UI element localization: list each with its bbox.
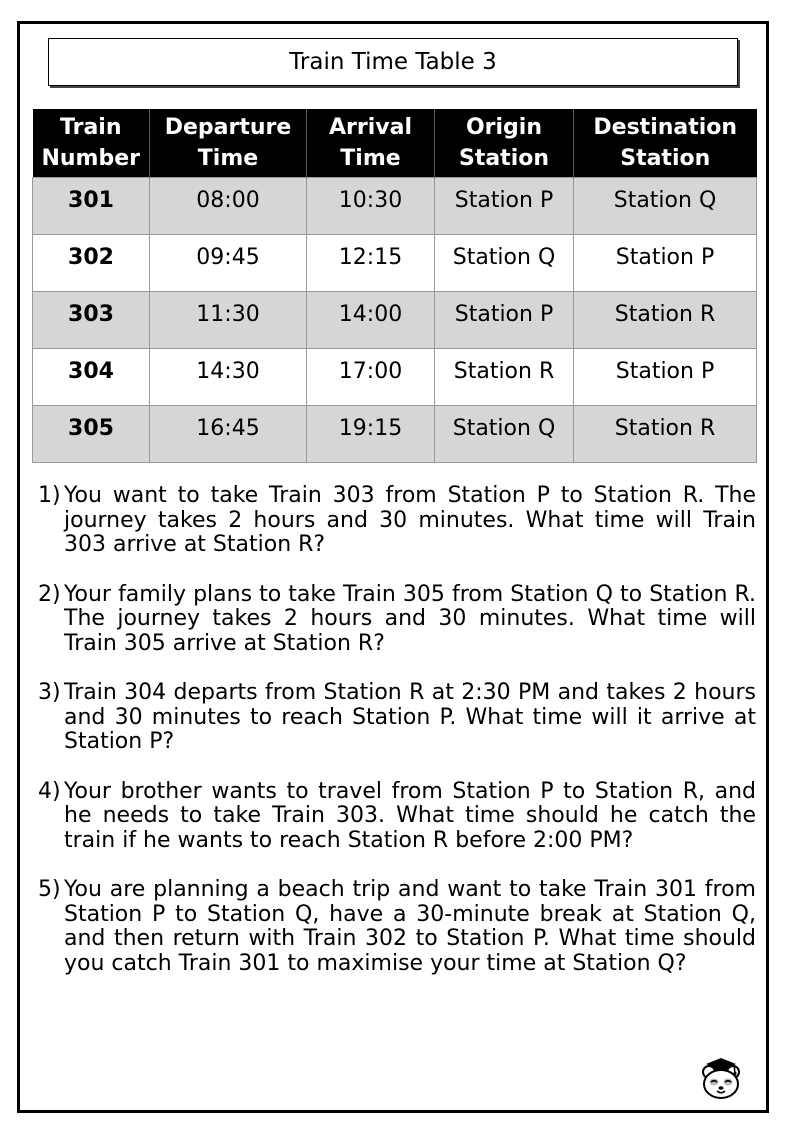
- arrival-time-cell: 17:00: [307, 349, 435, 406]
- table-header-row: [33, 109, 757, 178]
- question-number: 5): [38, 877, 61, 902]
- question-text: You are planning a beach trip and want to take Train 301 from Station P to Station Q, have a 30-minute break at Station Q, and then return with Train 302 to Station P. What time should you catch Train 301 to maximise your time at Station Q?: [64, 877, 756, 976]
- arrival-time-cell: 19:15: [307, 406, 435, 463]
- table-row: [33, 406, 757, 463]
- departure-time-cell: 14:30: [150, 349, 307, 406]
- train-number-cell: 304: [33, 349, 150, 406]
- train-number-cell: 301: [33, 178, 150, 235]
- train-number-cell: 302: [33, 235, 150, 292]
- question-item: [38, 583, 756, 657]
- page-title: Train Time Table 3: [289, 49, 497, 75]
- destination-station-cell: Station P: [574, 235, 757, 292]
- question-list: [38, 484, 756, 1001]
- destination-station-cell: Station R: [574, 406, 757, 463]
- train-number-cell: 305: [33, 406, 150, 463]
- origin-station-cell: Station R: [435, 349, 574, 406]
- question-text: Your family plans to take Train 305 from Station Q to Station R. The journey takes 2 hours and 30 minutes. What time will Train 305 arrive at Station R?: [64, 581, 756, 656]
- departure-time-cell: 11:30: [150, 292, 307, 349]
- origin-station-cell: Station P: [435, 292, 574, 349]
- table-row: [33, 178, 757, 235]
- departure-time-cell: 16:45: [150, 406, 307, 463]
- question-text: Your brother wants to travel from Station P to Station R, and he needs to take Train 303. What time should he catch the train if he wants to reach Station R before 2:00 PM?: [64, 778, 756, 853]
- question-number: 4): [38, 778, 61, 804]
- header-destination-station: Destination Station: [574, 109, 757, 178]
- question-item: [38, 878, 756, 976]
- destination-station-cell: Station P: [574, 349, 757, 406]
- question-number: 3): [38, 680, 61, 705]
- departure-time-cell: 08:00: [150, 178, 307, 235]
- header-arrival-time: Arrival Time: [307, 109, 435, 178]
- table-row: [33, 349, 757, 406]
- question-number: 2): [38, 581, 61, 607]
- arrival-time-cell: 10:30: [307, 178, 435, 235]
- question-text: You want to take Train 303 from Station P to Station R. The journey takes 2 hours and 30 minutes. What time will Train 303 arrive at Station R?: [64, 483, 756, 557]
- arrival-time-cell: 12:15: [307, 235, 435, 292]
- bear-graduate-icon: [700, 1056, 742, 1100]
- table-row: [33, 235, 757, 292]
- destination-station-cell: Station Q: [574, 178, 757, 235]
- departure-time-cell: 09:45: [150, 235, 307, 292]
- origin-station-cell: Station P: [435, 178, 574, 235]
- question-item: [38, 780, 756, 854]
- question-item: [38, 484, 756, 558]
- title-box: [48, 38, 738, 86]
- train-timetable: [32, 109, 757, 463]
- header-train-number: Train Number: [33, 109, 150, 178]
- question-number: 1): [38, 483, 61, 508]
- arrival-time-cell: 14:00: [307, 292, 435, 349]
- table-row: [33, 292, 757, 349]
- header-origin-station: Origin Station: [435, 109, 574, 178]
- header-departure-time: Departure Time: [150, 109, 307, 178]
- question-text: Train 304 departs from Station R at 2:30 PM and takes 2 hours and 30 minutes to reach Station P. What time will it arrive at Station P?: [64, 680, 756, 754]
- origin-station-cell: Station Q: [435, 406, 574, 463]
- origin-station-cell: Station Q: [435, 235, 574, 292]
- destination-station-cell: Station R: [574, 292, 757, 349]
- train-number-cell: 303: [33, 292, 150, 349]
- question-item: [38, 681, 756, 755]
